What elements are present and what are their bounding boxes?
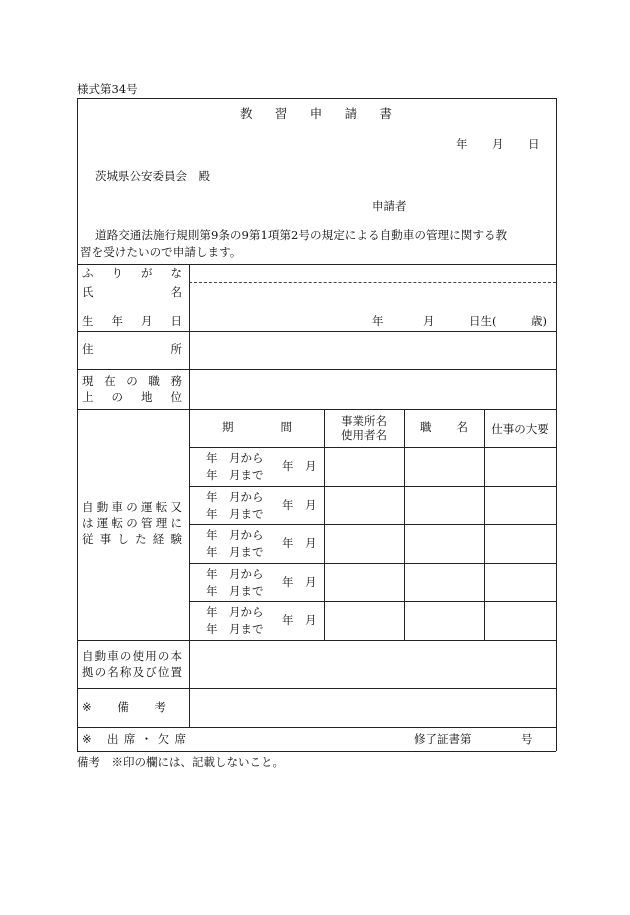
title-char: 申 (309, 106, 323, 121)
title-char: 習 (274, 106, 288, 121)
label-char: び (145, 665, 157, 679)
header-char: 間 (280, 420, 292, 434)
label-char: 月 (141, 314, 153, 328)
label-char: 欠 (157, 732, 170, 746)
label-char: 転 (155, 500, 168, 514)
rule-exp-header-bottom (189, 447, 556, 448)
label-remarks (82, 702, 166, 714)
label-char: 車 (107, 649, 119, 663)
date-month: 月 (492, 137, 504, 151)
rule-label-column (189, 264, 190, 727)
rule-furigana (189, 282, 556, 283)
certificate-suffix: 号 (521, 732, 533, 746)
label-char: 所 (170, 342, 182, 356)
date-year: 年 (456, 137, 468, 151)
label-char: の (126, 374, 138, 388)
label-char: 席 (123, 732, 136, 746)
label-char: 車 (111, 500, 123, 514)
footnote: 備考 ※印の欄には、記載しないこと。 (77, 755, 284, 769)
label-char: 従 (82, 532, 94, 546)
label-name (82, 287, 182, 299)
certificate-prefix: 修了証書第 (414, 732, 472, 746)
label-char: は (82, 516, 94, 530)
period-span: 年 月 (282, 498, 317, 512)
header-employer-line-2: 使用者名 (341, 428, 387, 443)
period-from: 年 月から (206, 451, 264, 465)
rule-name-top (77, 264, 556, 265)
label-char: な (170, 266, 182, 280)
header-char: 職 (420, 420, 432, 434)
label-char: 氏 (82, 285, 94, 299)
birth-year: 年 (372, 314, 384, 328)
label-char: 運 (96, 516, 109, 530)
label-position-line-1 (82, 376, 182, 388)
period-from: 年 月から (206, 528, 264, 542)
label-char: 席 (174, 732, 186, 746)
label-char: 出 (107, 732, 119, 746)
frame-left (77, 98, 78, 751)
label-char: 又 (170, 500, 182, 514)
addressee: 茨城県公安委員会 殿 (95, 169, 210, 183)
date-day: 日 (528, 137, 540, 151)
title-char: 請 (344, 106, 358, 121)
frame-right (556, 98, 557, 751)
label-experience-line-1 (82, 502, 182, 514)
label-char: 動 (94, 649, 107, 663)
label-char: の (126, 500, 138, 514)
label-birth (82, 316, 182, 328)
title-char: 教 (240, 106, 253, 121)
period-from: 年 月から (206, 605, 264, 619)
label-char: 生 (82, 314, 94, 328)
label-char: 験 (170, 532, 182, 546)
label-char: の (119, 649, 132, 663)
period-to: 年 月まで (206, 545, 264, 559)
rule-exp-row-3 (189, 563, 556, 564)
label-char: 拠 (82, 665, 94, 679)
label-char: 自 (82, 649, 94, 663)
label-char: に (170, 516, 182, 530)
form-title (240, 108, 392, 121)
label-char: 在 (104, 374, 116, 388)
label-char: 位 (170, 390, 182, 404)
label-char: の (126, 516, 138, 530)
label-char: ※ (82, 732, 92, 746)
header-job-outline: 仕事の大要 (491, 422, 549, 436)
statement-line-2: 習を受けたいので申請します。 (80, 245, 242, 259)
label-char: た (135, 532, 147, 546)
label-position-line-2 (82, 392, 182, 404)
form-number: 様式第34号 (77, 82, 138, 96)
label-char: 務 (170, 374, 182, 388)
label-char: 置 (170, 665, 182, 679)
label-char: 上 (82, 390, 94, 404)
rule-attendance-top (77, 727, 556, 728)
statement-line-1: 道路交通法施行規則第9条の9第1項第2号の規定による自動車の管理に関する教 (95, 228, 508, 242)
label-char: 考 (154, 700, 166, 714)
rule-exp-row-4 (189, 601, 556, 602)
label-char: 称 (119, 665, 132, 679)
header-job-title (420, 422, 468, 434)
label-char: 動 (96, 500, 109, 514)
period-span: 年 月 (282, 575, 317, 589)
label-char: 年 (111, 314, 123, 328)
label-char: 運 (141, 500, 153, 514)
label-char: 用 (145, 649, 157, 663)
label-char: が (141, 266, 153, 280)
period-to: 年 月まで (206, 468, 264, 482)
rule-exp-row-2 (189, 524, 556, 525)
label-char: 日 (170, 314, 182, 328)
label-char: ・ (140, 732, 153, 746)
label-char: ※ (82, 700, 92, 714)
label-attendance (82, 734, 186, 746)
label-experience-line-3 (82, 534, 182, 546)
period-span: 年 月 (282, 459, 317, 473)
label-char: の (94, 665, 107, 679)
header-employer (324, 414, 404, 443)
frame-bottom (77, 751, 556, 752)
label-char: 現 (82, 374, 94, 388)
label-char: 名 (107, 665, 119, 679)
label-char: の (111, 390, 123, 404)
label-char: 経 (152, 532, 165, 546)
label-char: 使 (132, 649, 145, 663)
label-char: 及 (132, 665, 145, 679)
label-char: ふ (82, 266, 94, 280)
rule-exp-col-1 (324, 409, 325, 640)
rule-address-top (77, 331, 556, 332)
header-char: 期 (222, 420, 234, 434)
label-char: 備 (117, 700, 129, 714)
period-span: 年 月 (282, 536, 317, 550)
period-from: 年 月から (206, 567, 264, 581)
label-experience-line-2 (82, 518, 182, 530)
label-base-line-1 (82, 651, 182, 663)
period-to: 年 月まで (206, 584, 264, 598)
rule-base-top (77, 640, 556, 641)
label-char: 理 (155, 516, 168, 530)
period-from: 年 月から (206, 490, 264, 504)
label-char: 事 (99, 532, 112, 546)
label-furigana (82, 268, 182, 280)
rule-position-top (77, 369, 556, 370)
rule-exp-row-1 (189, 486, 556, 487)
period-to: 年 月まで (206, 622, 264, 636)
period-to: 年 月まで (206, 507, 264, 521)
label-char: 転 (111, 516, 123, 530)
label-char: 管 (141, 516, 153, 530)
label-char: 職 (148, 374, 160, 388)
label-char: 自 (82, 500, 94, 514)
rule-exp-col-2 (404, 409, 405, 640)
label-char: 地 (141, 390, 153, 404)
label-char: り (111, 266, 123, 280)
header-employer-line-1: 事業所名 (341, 414, 387, 428)
label-char: 本 (170, 649, 182, 663)
label-base-line-2 (82, 667, 182, 679)
header-period (222, 422, 292, 434)
birth-age: 歳) (531, 314, 547, 328)
title-char: 書 (379, 106, 392, 121)
label-address (82, 344, 182, 356)
rule-remarks-top (77, 688, 556, 689)
frame-top (77, 98, 556, 99)
label-char: し (117, 532, 129, 546)
label-char: の (157, 649, 170, 663)
label-char: 位 (157, 665, 170, 679)
applicant-label: 申請者 (372, 199, 407, 213)
rule-exp-col-3 (484, 409, 485, 640)
birth-month: 月 (423, 314, 435, 328)
header-char: 名 (456, 420, 468, 434)
label-char: 名 (170, 285, 182, 299)
period-span: 年 月 (282, 613, 317, 627)
label-char: 住 (82, 342, 94, 356)
birth-day-age: 日生( (469, 314, 497, 328)
